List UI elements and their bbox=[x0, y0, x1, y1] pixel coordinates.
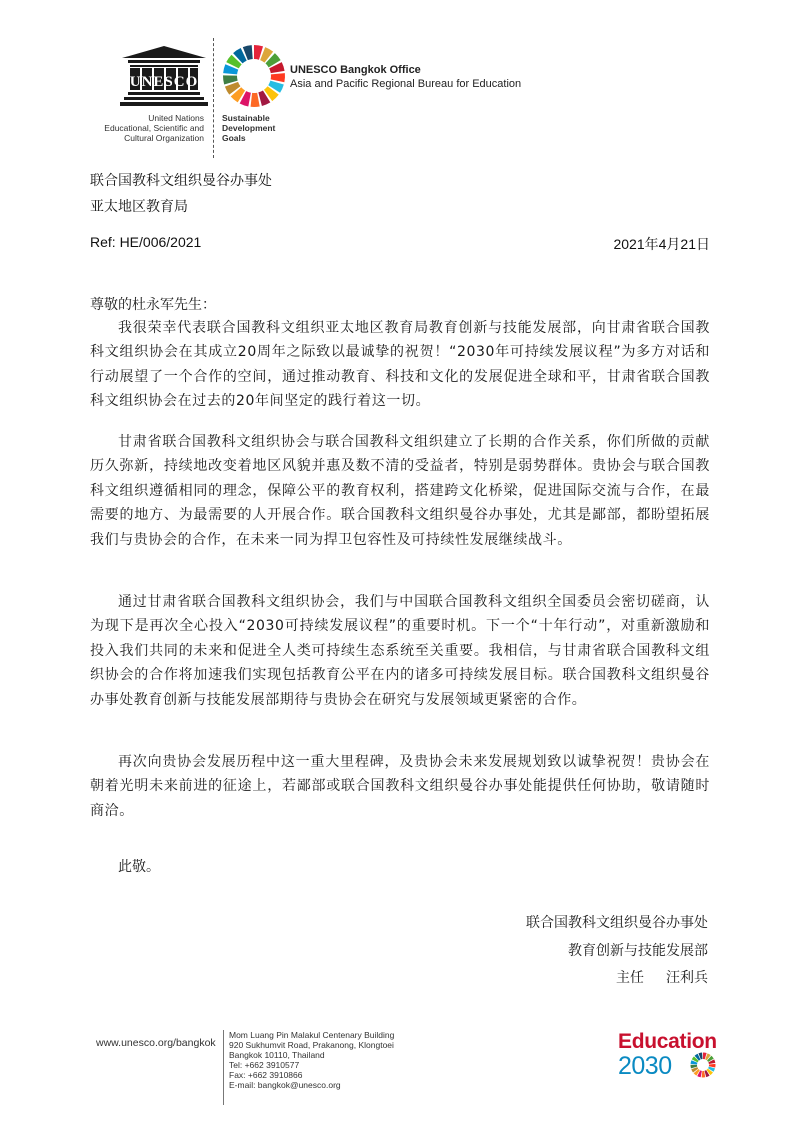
sdg-wheel-segment bbox=[702, 1071, 706, 1078]
signature-office: 联合国教科文组织曼谷办事处 bbox=[526, 915, 708, 931]
office-name: UNESCO Bangkok Office bbox=[290, 64, 421, 76]
address-line: Mom Luang Pin Malakul Centenary Building bbox=[229, 1030, 395, 1040]
education-2030-word: Education bbox=[618, 1030, 717, 1053]
body-paragraph-1: 我很荣幸代表联合国教科文组织亚太地区教育局教育创新与技能发展部，向甘肃省联合国教科文组织协会在其成立20周年之际致以最诚挚的祝贺！“2030年可持续发展议程”为多方对话和行动展望了一个合作的空间，通过推动教育、科技和文化的发展促进全球和平，甘肃省联合国教科文组织协会在过去的20年间坚定的践行着这一切。 bbox=[90, 320, 710, 410]
body-paragraph-2: 甘肃省联合国教科文组织协会与联合国教科文组织建立了长期的合作关系，你们所做的贡献历久弥新，持续地改变着地区风貌并惠及数不清的受益者，特别是弱势群体。贵协会与联合国教科文组织遵循相同的理念，保障公平的教育权利，搭建跨文化桥梁，促进国际交流与合作，在最需要的地方、为最需要的人开展合作。联合国教科文组织曼谷办事处，尤其是鄙部，都盼望拓展我们与贵协会的合作，在未来一同为捍卫包容性及可持续性发展继续战斗。 bbox=[90, 434, 710, 548]
address-line: Bangkok 10110, Thailand bbox=[229, 1050, 325, 1060]
unesco-logo bbox=[120, 44, 208, 110]
footer-divider bbox=[223, 1030, 224, 1105]
closing: 此敬。 bbox=[118, 859, 160, 875]
bureau-name: Asia and Pacific Regional Bureau for Education bbox=[290, 78, 522, 90]
address-line: Tel: +662 3910577 bbox=[229, 1060, 300, 1070]
signature-department: 教育创新与技能发展部 bbox=[568, 943, 708, 959]
sdg-wheel-segment bbox=[271, 73, 285, 82]
sdg-wheel-segment bbox=[251, 93, 260, 107]
unesco-org-name bbox=[78, 113, 204, 143]
signature-title: 主任 bbox=[616, 970, 644, 986]
education-sdg-wheel-icon bbox=[690, 1052, 716, 1078]
signature-block bbox=[616, 967, 708, 987]
footer-address bbox=[229, 1030, 394, 1090]
unesco-wordmark: UNESCO bbox=[129, 74, 199, 90]
letter-date: 2021年4月21日 bbox=[613, 236, 710, 252]
org-line: Cultural Organization bbox=[124, 133, 204, 143]
salutation: 尊敬的杜永军先生： bbox=[90, 297, 216, 313]
sender-line-1: 联合国教科文组织曼谷办事处 bbox=[90, 173, 272, 189]
address-line: Fax: +662 3910866 bbox=[229, 1070, 303, 1080]
sdg-wheel-icon bbox=[222, 44, 286, 108]
body-paragraph-3: 通过甘肃省联合国教科文组织协会，我们与中国联合国教科文组织全国委员会密切磋商，认为现下是再次全心投入“2030可持续发展议程”的重要时机。下一个“十年行动”，对重新激励和投入我们共同的未来和促进全人类可持续生态系统至关重要。我相信，与甘肃省联合国教科文组织协会的合作将加速我们实现包括教育公平在内的诸多可持续发展目标。联合国教科文组织曼谷办事处教育创新与技能发展部期待与贵协会在研究与发展领域更紧密的合作。 bbox=[90, 594, 710, 708]
header-divider bbox=[213, 38, 214, 158]
body-paragraph-4: 再次向贵协会发展历程中这一重大里程碑，及贵协会未来发展规划致以诚挚祝贺！贵协会在朝着光明未来前进的征途上，若鄙部或联合国教科文组织曼谷办事处能提供任何协助，敬请随时商洽。 bbox=[90, 754, 710, 819]
org-line: Educational, Scientific and bbox=[104, 123, 204, 133]
sdg-line: Goals bbox=[222, 133, 246, 143]
address-line: 920 Sukhumvit Road, Prakanong, Klongtoei bbox=[229, 1040, 394, 1050]
sdg-line: Sustainable bbox=[222, 113, 270, 123]
sdg-label bbox=[222, 113, 275, 143]
org-line: United Nations bbox=[148, 113, 204, 123]
education-2030-year: 2030 bbox=[618, 1052, 672, 1080]
sdg-line: Development bbox=[222, 123, 276, 133]
footer-website-link[interactable]: www.unesco.org/bangkok bbox=[96, 1037, 216, 1049]
reference-number: Ref: HE/006/2021 bbox=[90, 234, 202, 250]
address-line[interactable]: E-mail: bangkok@unesco.org bbox=[229, 1080, 341, 1090]
signature-name: 汪利兵 bbox=[666, 970, 708, 986]
sender-line-2: 亚太地区教育局 bbox=[90, 199, 188, 215]
